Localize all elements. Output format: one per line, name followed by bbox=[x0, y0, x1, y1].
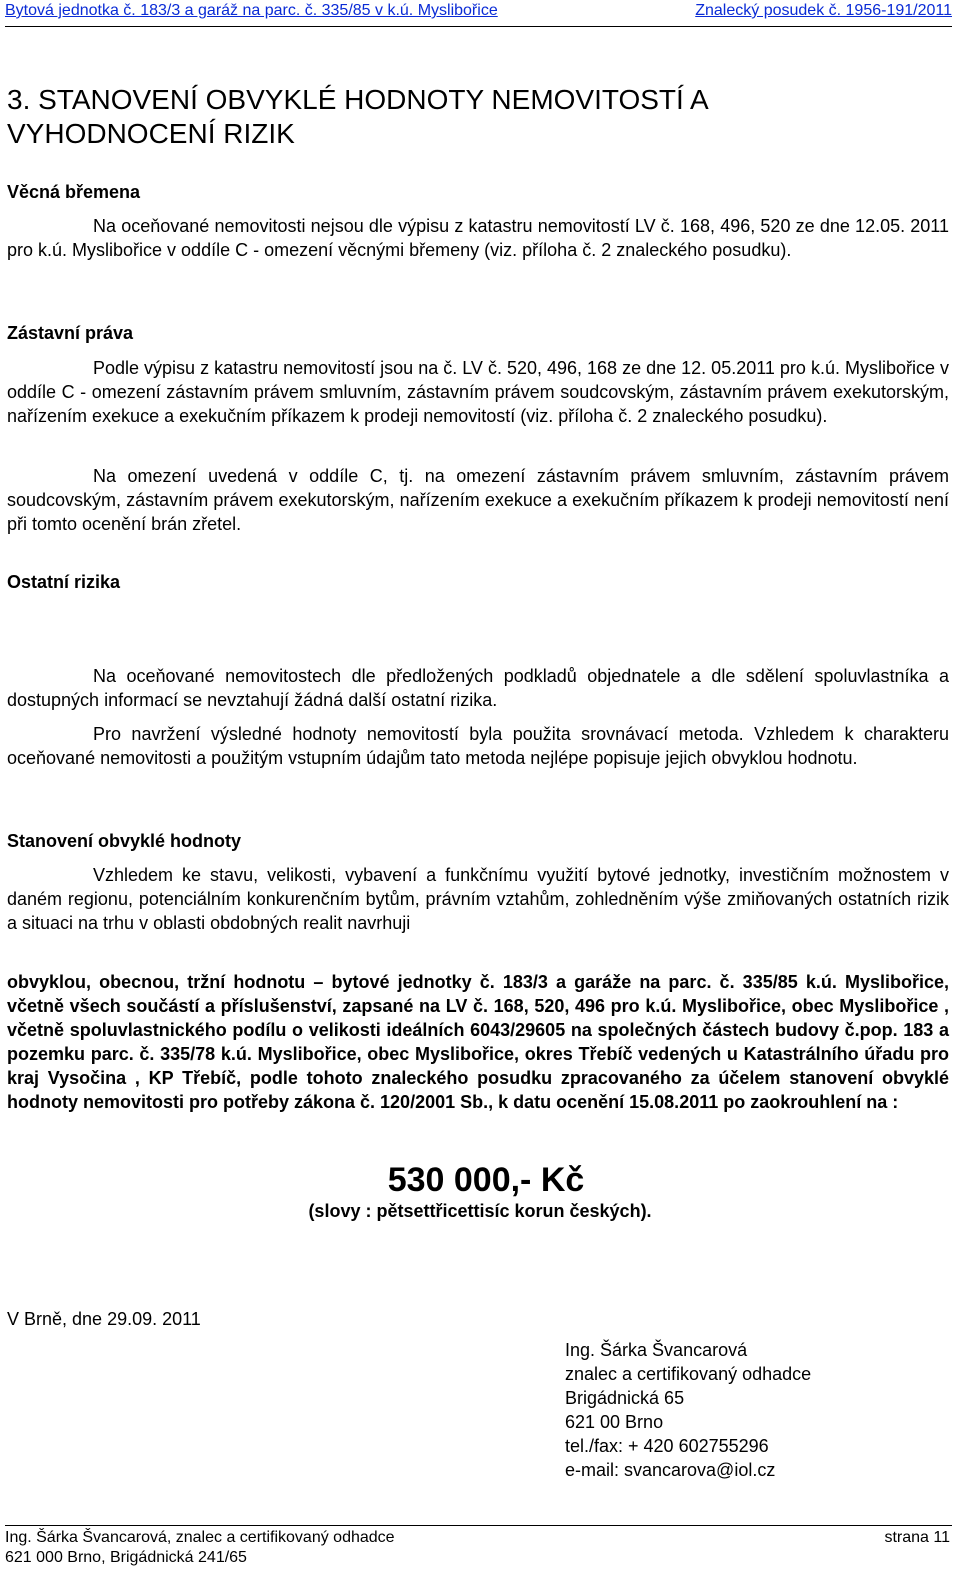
footer-divider bbox=[5, 1525, 952, 1526]
final-price: 530 000,- Kč bbox=[387, 1161, 585, 1199]
footer-address: 621 000 Brno, Brigádnická 241/65 bbox=[5, 1549, 247, 1566]
page-footer bbox=[5, 1528, 950, 1568]
heading-zastavni-prava: Zástavní práva bbox=[7, 323, 134, 343]
paragraph-ostatni-rizika-2: Pro navržení výsledné hodnoty nemovitostí byla použita srovnávací metoda. Vzhledem k charakteru oceňované nemovitosti a použitým vstupním údajům tato metoda nejlépe popisuje jejich obvyklou hodnotu. bbox=[7, 724, 949, 768]
heading-vecna-bremena: Věcná břemena bbox=[7, 182, 141, 202]
page-number: strana 11 bbox=[884, 1529, 950, 1546]
footer-author: Ing. Šárka Švancarová, znalec a certifikovaný odhadce bbox=[5, 1529, 395, 1546]
signature-email: e-mail: svancarova@iol.cz bbox=[565, 1460, 776, 1480]
paragraph-stanoveni-1: Vzhledem ke stavu, velikosti, vybavení a funkčnímu využití bytové jednotky, investičním možnostem v daném regionu, potenciálním konkurenčním bytům, právním vztahům, zohledněním výše zmiňovaných ostatních rizik a situaci na trhu v oblasti obdobných realit navrhuji bbox=[7, 865, 949, 933]
chapter-title: 3. STANOVENÍ OBVYKLÉ HODNOTY NEMOVITOSTÍ A VYHODNOCENÍ RIZIK bbox=[7, 84, 708, 149]
paragraph-stanoveni-2: obvyklou, obecnou, tržní hodnotu – bytové jednotky č. 183/3 a garáže na parc. č. 335/85 k.ú. Myslibořice, včetně všech součástí a příslušenství, zapsané na LV č. 168, 520, 496 pro k.ú. Myslibořice, obec Myslibořice , včetně spoluvlastnického podílu o velikosti ideálních 6043/29605 na společných částech budovy č.pop. 183 a pozemku parc. č. 335/78 k.ú. Myslibořice, obec Myslibořice, okres Třebíč vedených u Katastrálního úřadu pro kraj Vysočina , KP Třebíč, podle tohoto znaleckého posudku zpracovaného za účelem stanovení obvyklé hodnoty nemovitosti pro potřeby zákona č. 120/2001 Sb., k datu ocenění 15.08.2011 po zaokrouhlení na : bbox=[7, 972, 949, 1112]
paragraph-ostatni-rizika-1: Na oceňované nemovitostech dle předložených podkladů objednatele a dle sdělení spoluvlastníka a dostupných informací se nevztahují žádná další ostatní rizika. bbox=[7, 666, 949, 710]
paragraph-zastavni-prava-2: Na omezení uvedená v oddíle C, tj. na omezení zástavním právem smluvním, zástavním právem soudcovským, zástavním právem exekutorským, nařízením exekuce a exekučním příkazem k prodeji nemovitostí není při tomto ocenění brán zřetel. bbox=[7, 466, 949, 534]
page-header bbox=[5, 2, 952, 20]
signature-phone: tel./fax: + 420 602755296 bbox=[565, 1436, 769, 1456]
paragraph-zastavni-prava-1: Podle výpisu z katastru nemovitostí jsou na č. LV č. 520, 496, 168 ze dne 12. 05.2011 pro k.ú. Myslibořice v oddíle C - omezení zástavním právem smluvním, zástavním právem soudcovským, zástavním právem exekutorským, nařízením exekuce a exekučním příkazem k prodeji nemovitostí (viz. příloha č. 2 znaleckého posudku). bbox=[7, 358, 949, 426]
signature-city: 621 00 Brno bbox=[565, 1412, 664, 1432]
signature-block bbox=[565, 1338, 811, 1482]
place-and-date: V Brně, dne 29.09. 2011 bbox=[7, 1309, 201, 1329]
signature-street: Brigádnická 65 bbox=[565, 1388, 685, 1408]
heading-stanoveni-hodnoty: Stanovení obvyklé hodnoty bbox=[7, 831, 242, 851]
paragraph-vecna-bremena: Na oceňované nemovitosti nejsou dle výpisu z katastru nemovitostí LV č. 168, 496, 520 ze dne 12.05. 2011 pro k.ú. Myslibořice v oddíle C - omezení věcnými břemeny (viz. příloha č. 2 znaleckého posudku). bbox=[7, 216, 949, 260]
final-price-words: (slovy : pětsettřicettisíc korun českých). bbox=[308, 1201, 652, 1221]
signature-name: Ing. Šárka Švancarová bbox=[565, 1340, 748, 1360]
header-report-number[interactable]: Znalecký posudek č. 1956-191/2011 bbox=[695, 2, 952, 19]
signature-role: znalec a certifikovaný odhadce bbox=[565, 1364, 812, 1384]
header-divider bbox=[5, 26, 952, 27]
header-document-subject[interactable]: Bytová jednotka č. 183/3 a garáž na parc. č. 335/85 v k.ú. Myslibořice bbox=[5, 2, 498, 19]
heading-ostatni-rizika: Ostatní rizika bbox=[7, 572, 121, 592]
